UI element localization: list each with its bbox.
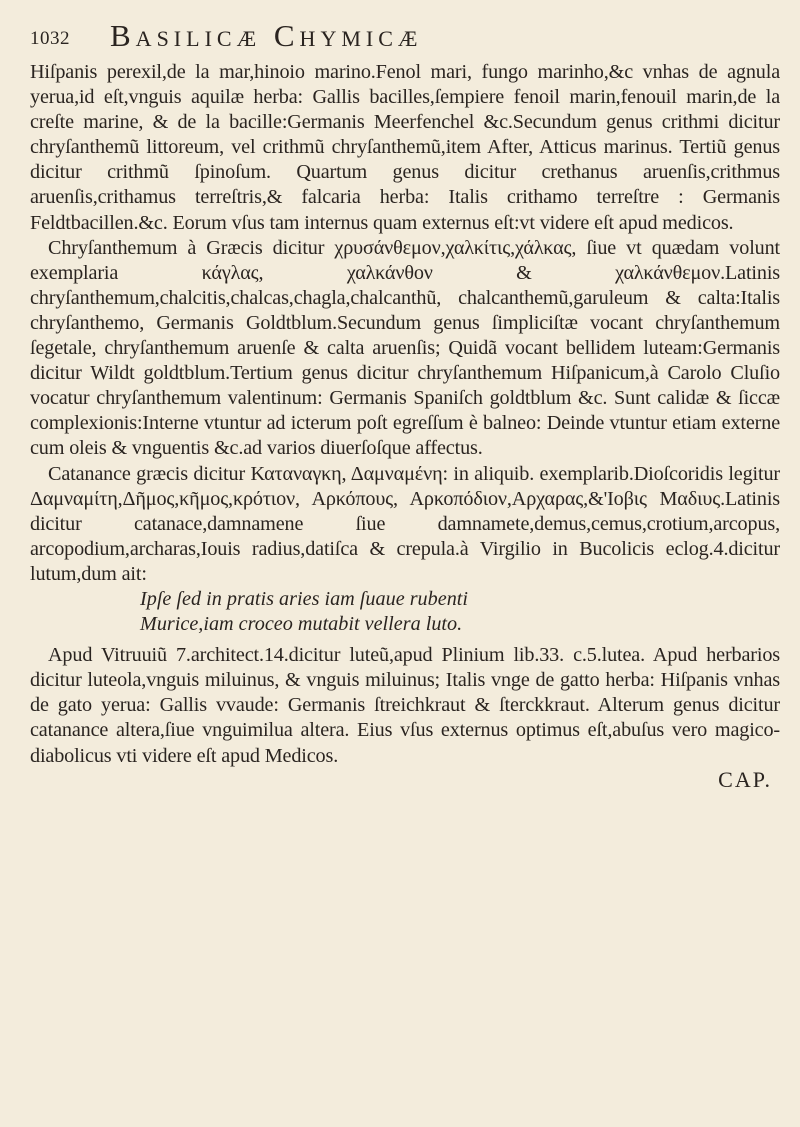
verse-line: Murice,iam croceo mutabit vellera luto. bbox=[140, 613, 463, 636]
verse-quotation bbox=[30, 587, 780, 637]
paragraph-chrysanthemum: Chryſanthemum à Græcis dicitur χρυσάνθεμον,χαλκίτις,χάλκας, ſiue vt quædam volunt exemplaria κάγλας, χαλκάνθον & χαλκάνθεμον.Latinis chryſanthemum,chalcitis,chalcas,chagla,chalcanthũ, chalcanthemũ,garuleum & calta:Italis chryſanthemo, Germanis Goldtblum.Secundum genus ſimpliciſtæ vocant chryſanthemum ſegetale, chryſanthemum aruenſe & calta aruenſis; Quidã vocant bellidem luteam:Germanis dicitur Wildt goldtblum.Tertium genus dicitur chryſanthemum Hiſpanicum,à Carolo Cluſio vocatur chryſanthemum valentinum: Germanis Spaniſch goldtblum &c. Sunt calidæ & ſiccæ complexionis:Interne vtuntur ad icterum poſt egreſſum è balneo: Deinde vtuntur etiam externe cum oleis & vnguentis &c.ad varios diuerſoſque affectus. bbox=[30, 236, 780, 460]
body-text-continued bbox=[30, 643, 780, 768]
verse-line: Ipſe ſed in pratis aries iam ſuaue rubenti bbox=[140, 587, 469, 610]
book-page bbox=[30, 14, 780, 1114]
paragraph-crithmum: Hiſpanis perexil,de la mar,hinoio marino.Fenol mari, fungo marinho,&c vnhas de agnula yerua,id eſt,vnguis aquilæ herba: Gallis bacilles,ſempiere fenoil marin,fenouil marin,de la creſte marine, & de la bacille:Germanis Meerfenchel &c.Secundum genus crithmi dicitur chryſanthemũ littoreum, vel crithmũ chryſanthemũ,item After, Atticus marinus. Tertiũ genus dicitur crithmũ ſpinoſum. Quartum genus dicitur crethanus aruenſis,crithmus aruenſis,crithamus terreſtris,& falcaria herba: Italis crithamo terreſtre : Germanis Feldtbacillen.&c. Eorum vſus tam internus quam externus eſt:vt videre eſt apud medicos. bbox=[30, 61, 780, 234]
catchword: CAP. bbox=[718, 766, 772, 792]
page-number: 1032 bbox=[30, 28, 70, 49]
page-header bbox=[30, 14, 780, 54]
running-head: Basilicæ Chymicæ bbox=[110, 18, 423, 53]
body-text bbox=[30, 60, 780, 587]
paragraph-catanance: Catanance græcis dicitur Καταναγκη, Δαμναμένη: in aliquib. exemplarib.Dioſcoridis legitur Δαμναμίτη,Δῆμος,κῆμος,κρότιον, Αρκόπους, Αρκοπόδιον,Αρχαρας,&'Ιοβις Μαδιυς.Latinis dicitur catanace,damnamene ſiue damnamete,demus,cemus,crotium,arcopus, arcopodium,archaras,Iouis radius,datiſca & crepula.à Virgilio in Bucolicis eclog.4.dicitur lutum,dum ait: bbox=[30, 462, 780, 585]
paragraph-closing: Apud Vitruuiũ 7.architect.14.dicitur luteũ,apud Plinium lib.33. c.5.lutea. Apud herbarios dicitur luteola,vnguis miluinus, & vnguis miluinus; Italis vnge de gatto herba: Hiſpanis vnhas de gato yerua: Gallis vvaude: Germanis ſtreichkraut & ſterckkraut. Alterum genus dicitur catanance altera,ſiue vnguimilua altera. Eius vſus externus optimus eſt,abuſus vero magico-diabolicus vti videre eſt apud Medicos. bbox=[30, 644, 780, 767]
